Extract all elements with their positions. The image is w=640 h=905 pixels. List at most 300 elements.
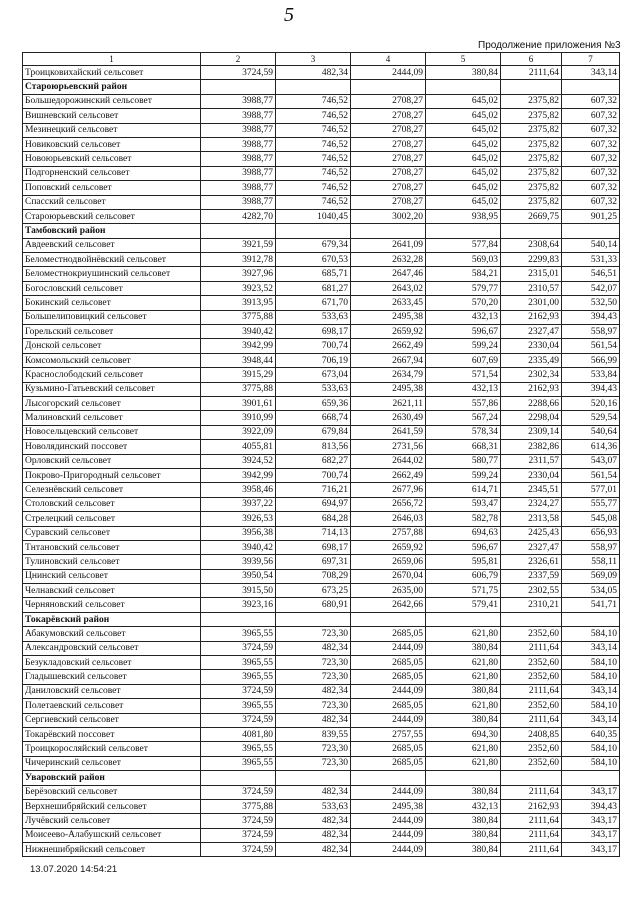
value-cell: 2667,94 <box>351 353 426 367</box>
value-cell: 2444,09 <box>351 684 426 698</box>
value-cell: 645,02 <box>426 94 501 108</box>
value-cell: 578,34 <box>426 425 501 439</box>
value-cell: 723,30 <box>276 742 351 756</box>
value-cell: 2685,05 <box>351 699 426 713</box>
value-cell: 482,34 <box>276 828 351 842</box>
value-cell: 3724,59 <box>201 66 276 80</box>
settlement-name: Чичеринский сельсовет <box>23 756 201 770</box>
value-cell: 2352,60 <box>501 756 562 770</box>
empty-cell <box>501 80 562 94</box>
value-cell: 561,54 <box>562 468 620 482</box>
table-row <box>23 94 620 108</box>
value-cell: 3965,55 <box>201 699 276 713</box>
value-cell: 3775,88 <box>201 799 276 813</box>
value-cell: 2345,51 <box>501 483 562 497</box>
value-cell: 482,34 <box>276 66 351 80</box>
section-row <box>23 224 620 238</box>
value-cell: 668,31 <box>426 440 501 454</box>
settlement-name: Кузьмино-Гатьевский сельсовет <box>23 382 201 396</box>
value-cell: 558,11 <box>562 555 620 569</box>
value-cell: 3921,59 <box>201 238 276 252</box>
value-cell: 723,30 <box>276 656 351 670</box>
empty-cell <box>201 224 276 238</box>
value-cell: 595,81 <box>426 555 501 569</box>
value-cell: 2308,64 <box>501 238 562 252</box>
settlement-name: Беломестнокриушинский сельсовет <box>23 267 201 281</box>
settlement-name: Тулиновский сельсовет <box>23 555 201 569</box>
settlement-name: Нижнешибряйский сельсовет <box>23 843 201 857</box>
value-cell: 607,32 <box>562 137 620 151</box>
settlement-name: Новосельцевский сельсовет <box>23 425 201 439</box>
value-cell: 645,02 <box>426 181 501 195</box>
value-cell: 3724,59 <box>201 828 276 842</box>
value-cell: 3724,59 <box>201 641 276 655</box>
table-row <box>23 137 620 151</box>
value-cell: 682,27 <box>276 454 351 468</box>
value-cell: 694,63 <box>426 526 501 540</box>
value-cell: 533,63 <box>276 310 351 324</box>
value-cell: 607,32 <box>562 195 620 209</box>
table-row <box>23 814 620 828</box>
value-cell: 2708,27 <box>351 166 426 180</box>
value-cell: 3724,59 <box>201 785 276 799</box>
table-row <box>23 497 620 511</box>
table-row <box>23 209 620 223</box>
column-header: 1 <box>23 53 201 66</box>
value-cell: 3956,38 <box>201 526 276 540</box>
value-cell: 2708,27 <box>351 109 426 123</box>
table-row <box>23 713 620 727</box>
value-cell: 2315,01 <box>501 267 562 281</box>
value-cell: 569,03 <box>426 253 501 267</box>
table-row <box>23 382 620 396</box>
table-row <box>23 727 620 741</box>
value-cell: 546,51 <box>562 267 620 281</box>
value-cell: 716,21 <box>276 483 351 497</box>
value-cell: 2708,27 <box>351 195 426 209</box>
settlement-name: Александровский сельсовет <box>23 641 201 655</box>
value-cell: 2757,55 <box>351 727 426 741</box>
table-row <box>23 425 620 439</box>
value-cell: 343,17 <box>562 843 620 857</box>
value-cell: 2644,02 <box>351 454 426 468</box>
value-cell: 938,95 <box>426 209 501 223</box>
value-cell: 557,86 <box>426 396 501 410</box>
value-cell: 432,13 <box>426 799 501 813</box>
empty-cell <box>351 224 426 238</box>
value-cell: 3910,99 <box>201 411 276 425</box>
value-cell: 2669,75 <box>501 209 562 223</box>
value-cell: 432,13 <box>426 310 501 324</box>
value-cell: 2677,96 <box>351 483 426 497</box>
value-cell: 2647,46 <box>351 267 426 281</box>
settlement-name: Моисеево-Алабушский сельсовет <box>23 828 201 842</box>
value-cell: 2352,60 <box>501 670 562 684</box>
value-cell: 708,29 <box>276 569 351 583</box>
empty-cell <box>562 224 620 238</box>
value-cell: 656,93 <box>562 526 620 540</box>
empty-cell <box>276 224 351 238</box>
value-cell: 607,32 <box>562 152 620 166</box>
table-row <box>23 584 620 598</box>
value-cell: 3950,54 <box>201 569 276 583</box>
value-cell: 3988,77 <box>201 166 276 180</box>
column-header: 4 <box>351 53 426 66</box>
value-cell: 567,24 <box>426 411 501 425</box>
value-cell: 645,02 <box>426 152 501 166</box>
value-cell: 723,30 <box>276 699 351 713</box>
value-cell: 681,27 <box>276 281 351 295</box>
value-cell: 596,67 <box>426 540 501 554</box>
settlement-name: Гладышевский сельсовет <box>23 670 201 684</box>
settlement-name: Горельский сельсовет <box>23 325 201 339</box>
print-timestamp: 13.07.2020 14:54:21 <box>30 864 118 875</box>
settlement-name: Бокинский сельсовет <box>23 296 201 310</box>
table-row <box>23 526 620 540</box>
table-row <box>23 555 620 569</box>
value-cell: 2425,43 <box>501 526 562 540</box>
value-cell: 2662,49 <box>351 339 426 353</box>
value-cell: 555,77 <box>562 497 620 511</box>
settlement-name: Берёзовский сельсовет <box>23 785 201 799</box>
value-cell: 3965,55 <box>201 670 276 684</box>
value-cell: 2302,34 <box>501 368 562 382</box>
empty-cell <box>501 771 562 785</box>
value-cell: 2375,82 <box>501 166 562 180</box>
value-cell: 607,32 <box>562 109 620 123</box>
settlement-name: Староюрьевский сельсовет <box>23 209 201 223</box>
value-cell: 621,80 <box>426 742 501 756</box>
settlement-name: Лучёвский сельсовет <box>23 814 201 828</box>
value-cell: 2330,04 <box>501 468 562 482</box>
value-cell: 3901,61 <box>201 396 276 410</box>
value-cell: 3965,55 <box>201 656 276 670</box>
settlement-name: Троицковихайский сельсовет <box>23 66 201 80</box>
value-cell: 380,84 <box>426 785 501 799</box>
settlement-name: Авдеевский сельсовет <box>23 238 201 252</box>
value-cell: 571,54 <box>426 368 501 382</box>
settlement-name: Большелиповицкий сельсовет <box>23 310 201 324</box>
value-cell: 746,52 <box>276 166 351 180</box>
value-cell: 640,35 <box>562 727 620 741</box>
value-cell: 3924,52 <box>201 454 276 468</box>
empty-cell <box>351 771 426 785</box>
table-row <box>23 627 620 641</box>
empty-cell <box>276 771 351 785</box>
value-cell: 2685,05 <box>351 742 426 756</box>
value-cell: 584,21 <box>426 267 501 281</box>
table-row <box>23 353 620 367</box>
value-cell: 580,77 <box>426 454 501 468</box>
value-cell: 614,71 <box>426 483 501 497</box>
value-cell: 2310,21 <box>501 598 562 612</box>
empty-cell <box>276 80 351 94</box>
table-row <box>23 785 620 799</box>
value-cell: 2444,09 <box>351 785 426 799</box>
settlement-name: Полетаевский сельсовет <box>23 699 201 713</box>
table-row <box>23 468 620 482</box>
value-cell: 621,80 <box>426 656 501 670</box>
value-cell: 343,14 <box>562 641 620 655</box>
value-cell: 2111,64 <box>501 713 562 727</box>
value-cell: 3988,77 <box>201 123 276 137</box>
settlement-name: Стрелецкий сельсовет <box>23 512 201 526</box>
continuation-note: Продолжение приложения №3 <box>478 40 621 51</box>
value-cell: 2111,64 <box>501 828 562 842</box>
value-cell: 3915,29 <box>201 368 276 382</box>
value-cell: 2335,49 <box>501 353 562 367</box>
table-row <box>23 66 620 80</box>
value-cell: 3913,95 <box>201 296 276 310</box>
value-cell: 482,34 <box>276 713 351 727</box>
settlement-name: Челнавский сельсовет <box>23 584 201 598</box>
value-cell: 394,43 <box>562 310 620 324</box>
value-cell: 2111,64 <box>501 785 562 799</box>
value-cell: 2324,27 <box>501 497 562 511</box>
value-cell: 3988,77 <box>201 94 276 108</box>
value-cell: 540,14 <box>562 238 620 252</box>
value-cell: 2111,64 <box>501 814 562 828</box>
column-header: 2 <box>201 53 276 66</box>
value-cell: 746,52 <box>276 109 351 123</box>
value-cell: 2326,61 <box>501 555 562 569</box>
value-cell: 584,10 <box>562 756 620 770</box>
value-cell: 670,53 <box>276 253 351 267</box>
value-cell: 2662,49 <box>351 468 426 482</box>
value-cell: 3775,88 <box>201 382 276 396</box>
value-cell: 2444,09 <box>351 828 426 842</box>
value-cell: 533,63 <box>276 382 351 396</box>
value-cell: 2111,64 <box>501 843 562 857</box>
column-header: 5 <box>426 53 501 66</box>
value-cell: 343,17 <box>562 785 620 799</box>
value-cell: 394,43 <box>562 799 620 813</box>
settlement-name: Подгорненский сельсовет <box>23 166 201 180</box>
settlement-name: Большедорожинский сельсовет <box>23 94 201 108</box>
value-cell: 2162,93 <box>501 310 562 324</box>
settlement-name: Черняновский сельсовет <box>23 598 201 612</box>
value-cell: 482,34 <box>276 814 351 828</box>
value-cell: 3942,99 <box>201 468 276 482</box>
value-cell: 1040,45 <box>276 209 351 223</box>
value-cell: 2311,57 <box>501 454 562 468</box>
value-cell: 3958,46 <box>201 483 276 497</box>
value-cell: 2352,60 <box>501 627 562 641</box>
value-cell: 3988,77 <box>201 137 276 151</box>
value-cell: 380,84 <box>426 713 501 727</box>
value-cell: 561,54 <box>562 339 620 353</box>
table-row <box>23 123 620 137</box>
settlement-name: Краснослободский сельсовет <box>23 368 201 382</box>
value-cell: 2641,09 <box>351 238 426 252</box>
value-cell: 684,28 <box>276 512 351 526</box>
value-cell: 3988,77 <box>201 195 276 209</box>
tariff-table <box>22 52 620 857</box>
empty-cell <box>501 224 562 238</box>
value-cell: 673,04 <box>276 368 351 382</box>
value-cell: 2643,02 <box>351 281 426 295</box>
value-cell: 673,25 <box>276 584 351 598</box>
settlement-name: Абакумовский сельсовет <box>23 627 201 641</box>
value-cell: 813,56 <box>276 440 351 454</box>
value-cell: 2495,38 <box>351 382 426 396</box>
value-cell: 2162,93 <box>501 382 562 396</box>
settlement-name: Суравский сельсовет <box>23 526 201 540</box>
value-cell: 901,25 <box>562 209 620 223</box>
settlement-name: Поповский сельсовет <box>23 181 201 195</box>
section-row <box>23 771 620 785</box>
value-cell: 380,84 <box>426 641 501 655</box>
settlement-name: Комсомольский сельсовет <box>23 353 201 367</box>
value-cell: 533,84 <box>562 368 620 382</box>
value-cell: 2444,09 <box>351 641 426 655</box>
value-cell: 566,99 <box>562 353 620 367</box>
table-row <box>23 296 620 310</box>
value-cell: 2337,59 <box>501 569 562 583</box>
value-cell: 2708,27 <box>351 123 426 137</box>
table-header-row <box>23 53 620 66</box>
section-title: Токарёвский район <box>23 612 201 626</box>
value-cell: 596,67 <box>426 325 501 339</box>
value-cell: 2444,09 <box>351 713 426 727</box>
value-cell: 482,34 <box>276 684 351 698</box>
value-cell: 2656,72 <box>351 497 426 511</box>
value-cell: 700,74 <box>276 339 351 353</box>
value-cell: 2301,00 <box>501 296 562 310</box>
value-cell: 599,24 <box>426 339 501 353</box>
value-cell: 2162,93 <box>501 799 562 813</box>
value-cell: 659,36 <box>276 396 351 410</box>
value-cell: 3724,59 <box>201 684 276 698</box>
value-cell: 2309,14 <box>501 425 562 439</box>
value-cell: 680,91 <box>276 598 351 612</box>
value-cell: 569,09 <box>562 569 620 583</box>
empty-cell <box>501 612 562 626</box>
value-cell: 3988,77 <box>201 109 276 123</box>
value-cell: 380,84 <box>426 684 501 698</box>
value-cell: 3940,42 <box>201 325 276 339</box>
settlement-name: Вишневский сельсовет <box>23 109 201 123</box>
value-cell: 698,17 <box>276 325 351 339</box>
value-cell: 542,07 <box>562 281 620 295</box>
value-cell: 380,84 <box>426 828 501 842</box>
settlement-name: Верхнешибряйский сельсовет <box>23 799 201 813</box>
value-cell: 697,31 <box>276 555 351 569</box>
value-cell: 2646,03 <box>351 512 426 526</box>
value-cell: 2111,64 <box>501 66 562 80</box>
value-cell: 3724,59 <box>201 713 276 727</box>
value-cell: 577,84 <box>426 238 501 252</box>
settlement-name: Токарёвский поссовет <box>23 727 201 741</box>
settlement-name: Сергиевский сельсовет <box>23 713 201 727</box>
value-cell: 432,13 <box>426 382 501 396</box>
value-cell: 614,36 <box>562 440 620 454</box>
settlement-name: Новолядинский поссовет <box>23 440 201 454</box>
value-cell: 3724,59 <box>201 843 276 857</box>
value-cell: 4282,70 <box>201 209 276 223</box>
value-cell: 607,32 <box>562 94 620 108</box>
table-row <box>23 310 620 324</box>
table-row <box>23 684 620 698</box>
empty-cell <box>562 80 620 94</box>
value-cell: 343,17 <box>562 828 620 842</box>
table-row <box>23 109 620 123</box>
value-cell: 694,30 <box>426 727 501 741</box>
value-cell: 584,10 <box>562 742 620 756</box>
empty-cell <box>201 80 276 94</box>
settlement-name: Спасский сельсовет <box>23 195 201 209</box>
value-cell: 3965,55 <box>201 742 276 756</box>
value-cell: 582,78 <box>426 512 501 526</box>
value-cell: 584,10 <box>562 627 620 641</box>
value-cell: 2634,79 <box>351 368 426 382</box>
value-cell: 570,20 <box>426 296 501 310</box>
value-cell: 2708,27 <box>351 181 426 195</box>
value-cell: 2641,59 <box>351 425 426 439</box>
value-cell: 3927,96 <box>201 267 276 281</box>
value-cell: 3724,59 <box>201 814 276 828</box>
column-header: 6 <box>501 53 562 66</box>
value-cell: 645,02 <box>426 109 501 123</box>
value-cell: 558,97 <box>562 540 620 554</box>
value-cell: 482,34 <box>276 785 351 799</box>
value-cell: 558,97 <box>562 325 620 339</box>
value-cell: 2708,27 <box>351 152 426 166</box>
table-row <box>23 843 620 857</box>
value-cell: 2632,28 <box>351 253 426 267</box>
value-cell: 584,10 <box>562 670 620 684</box>
value-cell: 2621,11 <box>351 396 426 410</box>
empty-cell <box>276 612 351 626</box>
value-cell: 746,52 <box>276 152 351 166</box>
table-row <box>23 152 620 166</box>
value-cell: 543,07 <box>562 454 620 468</box>
value-cell: 645,02 <box>426 137 501 151</box>
empty-cell <box>351 612 426 626</box>
value-cell: 2731,56 <box>351 440 426 454</box>
value-cell: 2685,05 <box>351 656 426 670</box>
value-cell: 679,34 <box>276 238 351 252</box>
value-cell: 584,10 <box>562 699 620 713</box>
value-cell: 698,17 <box>276 540 351 554</box>
value-cell: 534,05 <box>562 584 620 598</box>
value-cell: 2444,09 <box>351 843 426 857</box>
value-cell: 2375,82 <box>501 109 562 123</box>
section-row <box>23 80 620 94</box>
value-cell: 2111,64 <box>501 684 562 698</box>
settlement-name: Покрово-Пригородный сельсовет <box>23 468 201 482</box>
value-cell: 3940,42 <box>201 540 276 554</box>
table-row <box>23 799 620 813</box>
value-cell: 380,84 <box>426 814 501 828</box>
value-cell: 607,32 <box>562 166 620 180</box>
empty-cell <box>562 771 620 785</box>
column-header: 7 <box>562 53 620 66</box>
table-row <box>23 396 620 410</box>
value-cell: 2352,60 <box>501 742 562 756</box>
value-cell: 2298,04 <box>501 411 562 425</box>
value-cell: 2352,60 <box>501 699 562 713</box>
table-row <box>23 166 620 180</box>
value-cell: 2375,82 <box>501 152 562 166</box>
settlement-name: Орловский сельсовет <box>23 454 201 468</box>
value-cell: 621,80 <box>426 756 501 770</box>
table-row <box>23 756 620 770</box>
value-cell: 714,13 <box>276 526 351 540</box>
value-cell: 2375,82 <box>501 137 562 151</box>
settlement-name: Троицкоросляйский сельсовет <box>23 742 201 756</box>
value-cell: 2330,04 <box>501 339 562 353</box>
